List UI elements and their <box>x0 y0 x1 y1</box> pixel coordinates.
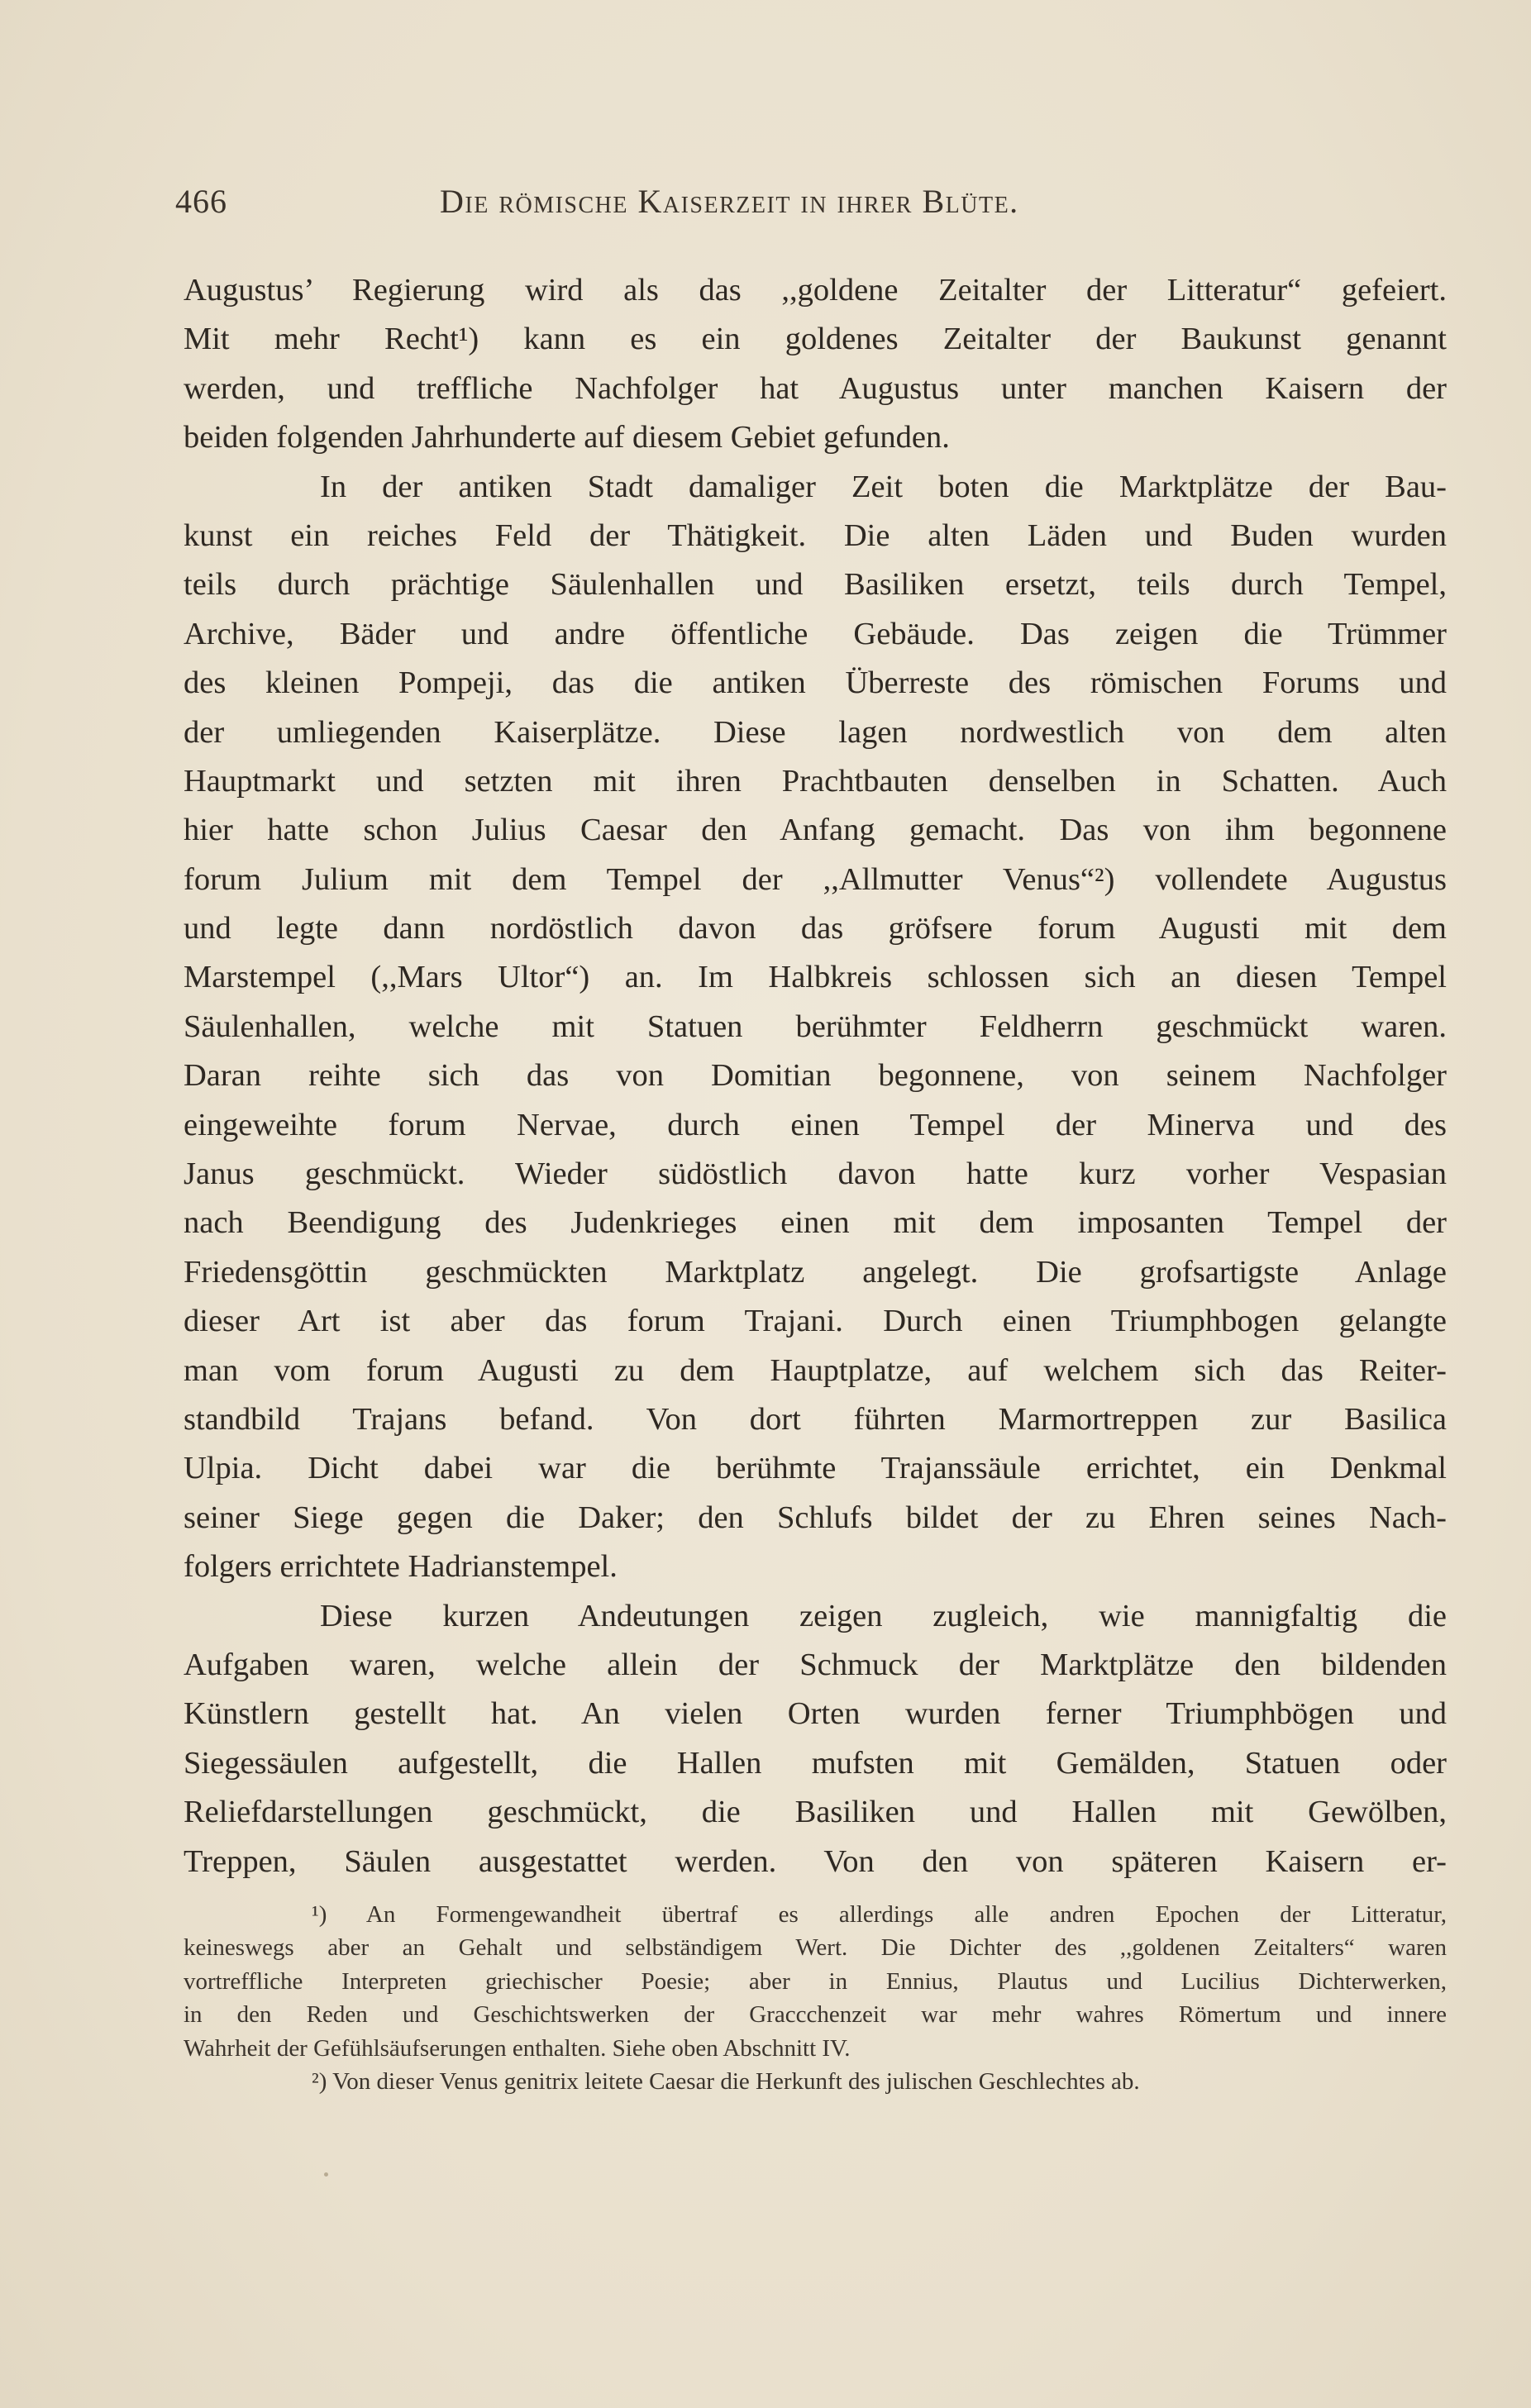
text-line: Janus geschmückt. Wieder südöstlich davon hatte kurz vorher Vespasian <box>184 1156 1447 1192</box>
footnote-line: ²) Von dieser Venus genitrix leitete Caesar die Herkunft des julischen Geschlechtes ab. <box>312 2067 1140 2095</box>
text-line: Ulpia. Dicht dabei war die berühmte Trajanssäule errichtet, ein Denkmal <box>184 1451 1447 1486</box>
running-title: Die römische Kaiserzeit in ihrer Blüte. <box>440 183 1019 220</box>
text-line: werden, und treffliche Nachfolger hat Augustus unter manchen Kaisern der <box>184 370 1447 406</box>
text-line: Friedensgöttin geschmückten Marktplatz angelegt. Die grofsartigste Anlage <box>184 1254 1447 1290</box>
text-line: Augustus’ Regierung wird als das ,,goldene Zeitalter der Litteratur“ gefeiert. <box>184 273 1447 308</box>
text-line: Siegessäulen aufgestellt, die Hallen mufsten mit Gemälden, Statuen oder <box>184 1745 1447 1781</box>
text-line: Treppen, Säulen ausgestattet werden. Von den von späteren Kaisern er- <box>184 1843 1447 1879</box>
text-line: man vom forum Augusti zu dem Hauptplatze, auf welchem sich das Reiter- <box>184 1352 1447 1388</box>
text-line: teils durch prächtige Säulenhallen und Basiliken ersetzt, teils durch Tempel, <box>184 567 1447 603</box>
paper-speck <box>324 2172 328 2177</box>
page-header <box>175 182 1440 231</box>
footnote-line: Wahrheit der Gefühlsäufserungen enthalten. Siehe oben Abschnitt IV. <box>184 2034 851 2062</box>
text-line: und legte dann nordöstlich davon das gröfsere forum Augusti mit dem <box>184 911 1447 947</box>
text-line: In der antiken Stadt damaliger Zeit boten die Marktplätze der Bau- <box>320 469 1447 504</box>
text-line: Mit mehr Recht¹) kann es ein goldenes Zeitalter der Baukunst genannt <box>184 322 1447 357</box>
text-line: Daran reihte sich das von Domitian begonnene, von seinem Nachfolger <box>184 1058 1447 1094</box>
body-text <box>184 266 1447 1886</box>
text-line: dieser Art ist aber das forum Trajani. Durch einen Triumphbogen gelangte <box>184 1304 1447 1339</box>
footnote-line: vortreffliche Interpreten griechischer Poesie; aber in Ennius, Plautus und Lucilius Dichterwerken, <box>184 1967 1447 1995</box>
text-line: Künstlern gestellt hat. An vielen Orten wurden ferner Triumphbögen und <box>184 1696 1447 1732</box>
text-line: nach Beendigung des Judenkrieges einen mit dem imposanten Tempel der <box>184 1205 1447 1241</box>
page-number: 466 <box>175 183 227 220</box>
footnote-line: keineswegs aber an Gehalt und selbständigem Wert. Die Dichter des ,,goldenen Zeitalters“ waren <box>184 1934 1447 1962</box>
text-line: folgers errichtete Hadrianstempel. <box>184 1549 618 1585</box>
text-line: der umliegenden Kaiserplätze. Diese lagen nordwestlich von dem alten <box>184 714 1447 750</box>
footnote-line: in den Reden und Geschichtswerken der Graccchenzeit war mehr wahres Römertum und innere <box>184 2001 1447 2029</box>
footnote-line: ¹) An Formengewandheit übertraf es allerdings alle andren Epochen der Litteratur, <box>312 1901 1447 1928</box>
text-line: Archive, Bäder und andre öffentliche Gebäude. Das zeigen die Trümmer <box>184 616 1447 651</box>
text-line: Marstempel (,,Mars Ultor“) an. Im Halbkreis schlossen sich an diesen Tempel <box>184 960 1447 995</box>
text-line: Aufgaben waren, welche allein der Schmuck der Marktplätze den bildenden <box>184 1647 1447 1682</box>
text-line: des kleinen Pompeji, das die antiken Überreste des römischen Forums und <box>184 665 1447 701</box>
text-line: Hauptmarkt und setzten mit ihren Prachtbauten denselben in Schatten. Auch <box>184 763 1447 799</box>
text-line: eingeweihte forum Nervae, durch einen Tempel der Minerva und des <box>184 1107 1447 1142</box>
text-line: hier hatte schon Julius Caesar den Anfang gemacht. Das von ihm begonnene <box>184 813 1447 848</box>
footnotes <box>184 1898 1447 2098</box>
text-line: Diese kurzen Andeutungen zeigen zugleich, wie mannigfaltig die <box>320 1598 1447 1633</box>
text-line: seiner Siege gegen die Daker; den Schlufs bildet der zu Ehren seines Nach- <box>184 1500 1447 1535</box>
text-line: Reliefdarstellungen geschmückt, die Basiliken und Hallen mit Gewölben, <box>184 1795 1447 1830</box>
text-line: standbild Trajans befand. Von dort führten Marmortreppen zur Basilica <box>184 1401 1447 1437</box>
text-line: Säulenhallen, welche mit Statuen berühmter Feldherrn geschmückt waren. <box>184 1008 1447 1044</box>
text-line: forum Julium mit dem Tempel der ,,Allmutter Venus“²) vollendete Augustus <box>184 861 1447 897</box>
text-line: beiden folgenden Jahrhunderte auf diesem Gebiet gefunden. <box>184 420 950 455</box>
text-line: kunst ein reiches Feld der Thätigkeit. Die alten Läden und Buden wurden <box>184 517 1447 553</box>
